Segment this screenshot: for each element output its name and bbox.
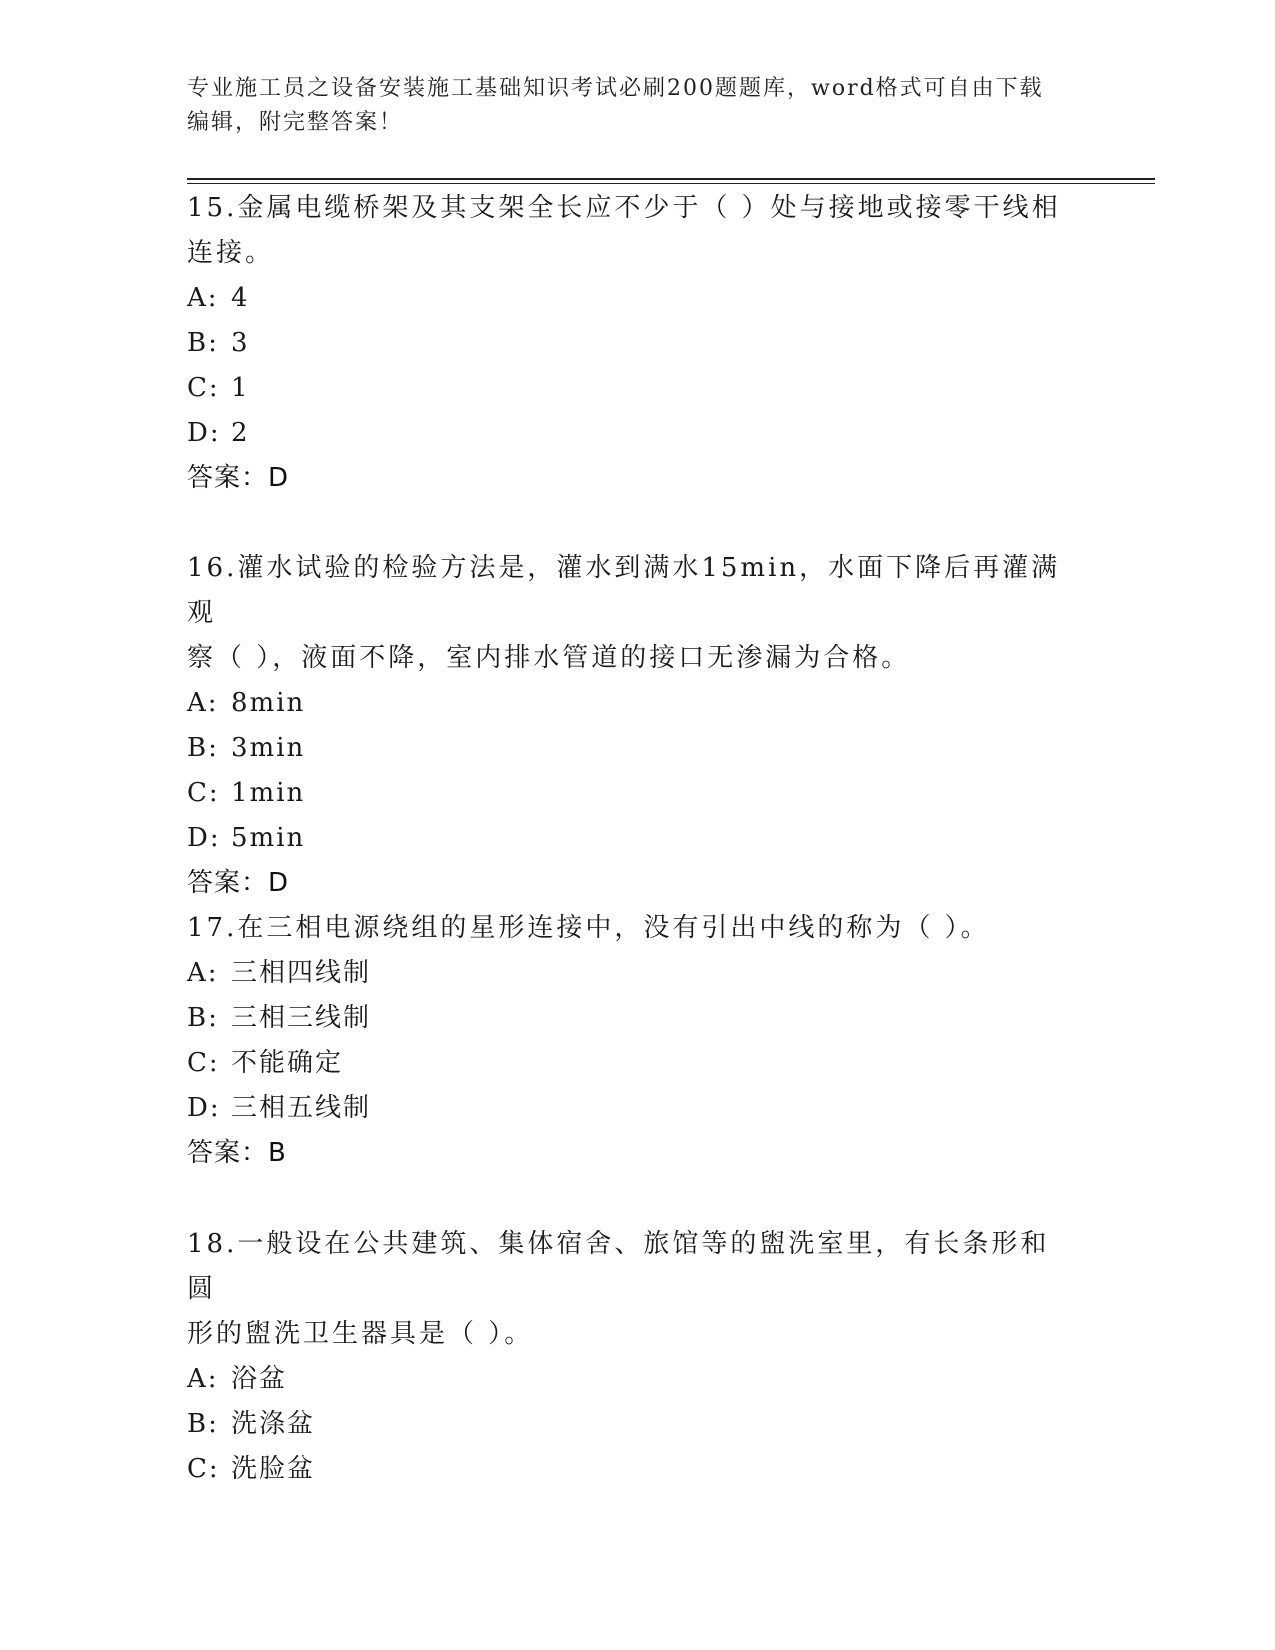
option-value: 5min bbox=[231, 823, 306, 853]
option-value: 8min bbox=[231, 688, 306, 718]
option-a bbox=[187, 1357, 1067, 1402]
option-a bbox=[187, 681, 1067, 726]
option-value: 三相五线制 bbox=[231, 1093, 372, 1123]
option-c bbox=[187, 771, 1067, 816]
option-value: 三相四线制 bbox=[231, 958, 372, 988]
option-value: 三相三线制 bbox=[231, 1003, 372, 1033]
option-c bbox=[187, 366, 1067, 411]
option-label: C: bbox=[187, 373, 220, 403]
option-value: 洗脸盆 bbox=[231, 1454, 316, 1484]
answer: 答案：D bbox=[187, 868, 290, 898]
question-text-line-1: 17.在三相电源绕组的星形连接中，没有引出中线的称为（ ）。 bbox=[187, 913, 990, 943]
option-value: 1 bbox=[231, 373, 250, 403]
option-value: 1min bbox=[231, 778, 306, 808]
option-value: 3 bbox=[231, 328, 250, 358]
question-text-line-1: 15.金属电缆桥架及其支架全长应不少于（ ）处与接地或接零干线相 bbox=[187, 193, 1061, 223]
option-value: 不能确定 bbox=[231, 1048, 344, 1078]
option-b bbox=[187, 726, 1067, 771]
option-c bbox=[187, 1447, 1067, 1492]
option-value: 洗涤盆 bbox=[231, 1409, 316, 1439]
option-label: D: bbox=[187, 823, 221, 853]
option-value: 2 bbox=[231, 418, 250, 448]
question-text-line-2: 连接。 bbox=[187, 238, 275, 268]
header-line-1: 专业施工员之设备安装施工基础知识考试必刷200题题库，word格式可自由下载 bbox=[187, 76, 1044, 101]
question-15 bbox=[187, 186, 1067, 501]
question-text-line-2: 察（ ），液面不降，室内排水管道的接口无渗漏为合格。 bbox=[187, 643, 911, 673]
option-label: C: bbox=[187, 1454, 220, 1484]
question-18 bbox=[187, 1222, 1067, 1492]
question-text-line-1: 16.灌水试验的检验方法是，灌水到满水15min，水面下降后再灌满观 bbox=[187, 553, 1061, 628]
option-label: A: bbox=[187, 958, 219, 988]
option-b bbox=[187, 996, 1067, 1041]
option-label: B: bbox=[187, 733, 219, 763]
option-label: A: bbox=[187, 1364, 219, 1394]
question-17 bbox=[187, 906, 1067, 1176]
question-text-line-1: 18.一般设在公共建筑、集体宿舍、旅馆等的盥洗室里，有长条形和圆 bbox=[187, 1229, 1050, 1304]
option-a bbox=[187, 951, 1067, 996]
option-label: B: bbox=[187, 1003, 219, 1033]
option-value: 4 bbox=[231, 283, 250, 313]
option-b bbox=[187, 1402, 1067, 1447]
option-a bbox=[187, 276, 1067, 321]
option-b bbox=[187, 321, 1067, 366]
question-text-line-2: 形的盥洗卫生器具是（ ）。 bbox=[187, 1319, 534, 1349]
header-line-2: 编辑，附完整答案！ bbox=[187, 110, 404, 135]
option-d bbox=[187, 411, 1067, 456]
option-label: D: bbox=[187, 418, 221, 448]
answer: 答案：B bbox=[187, 1138, 287, 1168]
option-label: C: bbox=[187, 778, 220, 808]
option-label: B: bbox=[187, 328, 219, 358]
document-header bbox=[187, 72, 1067, 140]
option-label: B: bbox=[187, 1409, 219, 1439]
header-divider-thin bbox=[187, 183, 1155, 184]
option-value: 浴盆 bbox=[231, 1364, 288, 1394]
option-label: A: bbox=[187, 688, 219, 718]
question-16 bbox=[187, 546, 1067, 906]
option-d bbox=[187, 816, 1067, 861]
option-d bbox=[187, 1086, 1067, 1131]
option-value: 3min bbox=[231, 733, 306, 763]
answer: 答案：D bbox=[187, 463, 290, 493]
option-label: D: bbox=[187, 1093, 221, 1123]
option-label: C: bbox=[187, 1048, 220, 1078]
option-label: A: bbox=[187, 283, 219, 313]
option-c bbox=[187, 1041, 1067, 1086]
header-divider bbox=[187, 178, 1155, 180]
